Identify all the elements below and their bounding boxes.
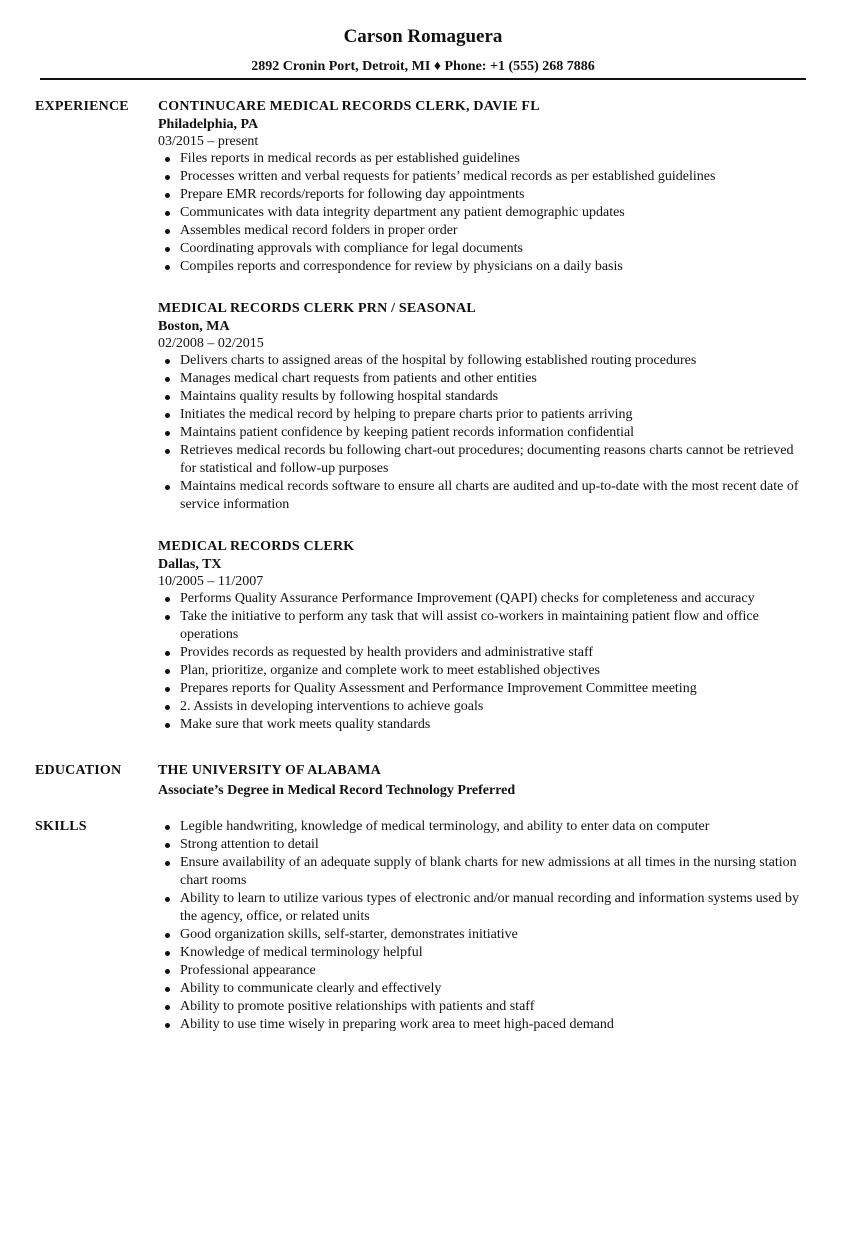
skills-list bbox=[158, 818, 808, 1034]
skill-item: Ensure availability of an adequate supply of blank charts for new admissions at all times in the nursing station chart rooms bbox=[158, 854, 808, 890]
bullet-dot-icon bbox=[165, 705, 170, 710]
bullet-item: Processes written and verbal requests for patients’ medical records as per established guidelines bbox=[158, 168, 808, 186]
skill-item: Legible handwriting, knowledge of medical terminology, and ability to enter data on computer bbox=[158, 818, 808, 836]
job-location: Boston, MA bbox=[158, 319, 230, 334]
job-entry bbox=[158, 538, 808, 734]
school-name: THE UNIVERSITY OF ALABAMA bbox=[158, 763, 381, 778]
skill-item: Strong attention to detail bbox=[158, 836, 808, 854]
bullet-dot-icon bbox=[165, 193, 170, 198]
bullet-dot-icon bbox=[165, 395, 170, 400]
bullet-dot-icon bbox=[165, 377, 170, 382]
bullet-dot-icon bbox=[165, 485, 170, 490]
degree-name: Associate’s Degree in Medical Record Technology Preferred bbox=[158, 783, 516, 798]
bullet-item: Files reports in medical records as per established guidelines bbox=[158, 150, 808, 168]
bullet-dot-icon bbox=[165, 723, 170, 728]
bullet-dot-icon bbox=[165, 669, 170, 674]
bullet-item: Coordinating approvals with compliance for legal documents bbox=[158, 240, 808, 258]
skill-item: Ability to promote positive relationships with patients and staff bbox=[158, 998, 808, 1016]
bullet-item: Plan, prioritize, organize and complete work to meet established objectives bbox=[158, 662, 808, 680]
bullet-item: Prepares reports for Quality Assessment and Performance Improvement Committee meeting bbox=[158, 680, 808, 698]
bullet-item: Retrieves medical records bu following chart-out procedures; documenting reasons charts cannot be retrieved for statistical and follow-up purposes bbox=[158, 442, 808, 478]
bullet-dot-icon bbox=[165, 897, 170, 902]
bullet-dot-icon bbox=[165, 1005, 170, 1010]
skills-heading: SKILLS bbox=[35, 819, 87, 834]
job-location: Dallas, TX bbox=[158, 557, 222, 572]
bullet-dot-icon bbox=[165, 987, 170, 992]
bullet-dot-icon bbox=[165, 449, 170, 454]
bullet-dot-icon bbox=[165, 933, 170, 938]
bullet-item: Maintains quality results by following hospital standards bbox=[158, 388, 808, 406]
job-title: CONTINUCARE MEDICAL RECORDS CLERK, DAVIE FL bbox=[158, 99, 540, 114]
bullet-item: Assembles medical record folders in proper order bbox=[158, 222, 808, 240]
bullet-dot-icon bbox=[165, 843, 170, 848]
skill-item: Professional appearance bbox=[158, 962, 808, 980]
bullet-dot-icon bbox=[165, 825, 170, 830]
job-title: MEDICAL RECORDS CLERK PRN / SEASONAL bbox=[158, 301, 476, 316]
job-dates: 03/2015 – present bbox=[158, 134, 259, 149]
job-bullets bbox=[158, 352, 808, 514]
bullet-dot-icon bbox=[165, 247, 170, 252]
bullet-dot-icon bbox=[165, 265, 170, 270]
job-entry bbox=[158, 300, 808, 514]
bullet-dot-icon bbox=[165, 969, 170, 974]
bullet-item: Communicates with data integrity department any patient demographic updates bbox=[158, 204, 808, 222]
bullet-dot-icon bbox=[165, 687, 170, 692]
bullet-dot-icon bbox=[165, 951, 170, 956]
bullet-item: Maintains patient confidence by keeping patient records information confidential bbox=[158, 424, 808, 442]
candidate-name: Carson Romaguera bbox=[343, 26, 503, 47]
bullet-item: Provides records as requested by health providers and administrative staff bbox=[158, 644, 808, 662]
bullet-item: Make sure that work meets quality standards bbox=[158, 716, 808, 734]
bullet-dot-icon bbox=[165, 211, 170, 216]
bullet-dot-icon bbox=[165, 615, 170, 620]
experience-heading: EXPERIENCE bbox=[35, 99, 129, 114]
education-heading: EDUCATION bbox=[35, 763, 122, 778]
bullet-item: Prepare EMR records/reports for following day appointments bbox=[158, 186, 808, 204]
skill-item: Ability to communicate clearly and effectively bbox=[158, 980, 808, 998]
job-bullets bbox=[158, 150, 808, 276]
job-dates: 10/2005 – 11/2007 bbox=[158, 574, 264, 589]
bullet-item: Performs Quality Assurance Performance Improvement (QAPI) checks for completeness and accuracy bbox=[158, 590, 808, 608]
contact-line: 2892 Cronin Port, Detroit, MI ♦ Phone: +1 (555) 268 7886 bbox=[251, 59, 595, 74]
bullet-item: Take the initiative to perform any task that will assist co-workers in maintaining patient flow and office operations bbox=[158, 608, 808, 644]
skill-item: Ability to learn to utilize various types of electronic and/or manual recording and information systems used by the agency, office, or related units bbox=[158, 890, 808, 926]
bullet-dot-icon bbox=[165, 175, 170, 180]
skills-body bbox=[158, 818, 808, 1034]
job-entry bbox=[158, 98, 808, 276]
bullet-dot-icon bbox=[165, 431, 170, 436]
bullet-dot-icon bbox=[165, 651, 170, 656]
bullet-item: Initiates the medical record by helping to prepare charts prior to patients arriving bbox=[158, 406, 808, 424]
bullet-dot-icon bbox=[165, 1023, 170, 1028]
skill-item: Good organization skills, self-starter, demonstrates initiative bbox=[158, 926, 808, 944]
skill-item: Knowledge of medical terminology helpful bbox=[158, 944, 808, 962]
bullet-item: Delivers charts to assigned areas of the hospital by following established routing procedures bbox=[158, 352, 808, 370]
bullet-item: Manages medical chart requests from patients and other entities bbox=[158, 370, 808, 388]
bullet-dot-icon bbox=[165, 597, 170, 602]
bullet-dot-icon bbox=[165, 861, 170, 866]
bullet-dot-icon bbox=[165, 157, 170, 162]
bullet-dot-icon bbox=[165, 229, 170, 234]
bullet-dot-icon bbox=[165, 359, 170, 364]
bullet-item: Compiles reports and correspondence for review by physicians on a daily basis bbox=[158, 258, 808, 276]
job-dates: 02/2008 – 02/2015 bbox=[158, 336, 264, 351]
bullet-item: Maintains medical records software to ensure all charts are audited and up-to-date with the most recent date of service information bbox=[158, 478, 808, 514]
education-body bbox=[158, 762, 808, 800]
skill-item: Ability to use time wisely in preparing work area to meet high-paced demand bbox=[158, 1016, 808, 1034]
bullet-item: 2. Assists in developing interventions to achieve goals bbox=[158, 698, 808, 716]
job-location: Philadelphia, PA bbox=[158, 117, 259, 132]
job-bullets bbox=[158, 590, 808, 734]
bullet-dot-icon bbox=[165, 413, 170, 418]
experience-body bbox=[158, 98, 808, 734]
header-divider bbox=[40, 78, 806, 80]
job-title: MEDICAL RECORDS CLERK bbox=[158, 539, 355, 554]
